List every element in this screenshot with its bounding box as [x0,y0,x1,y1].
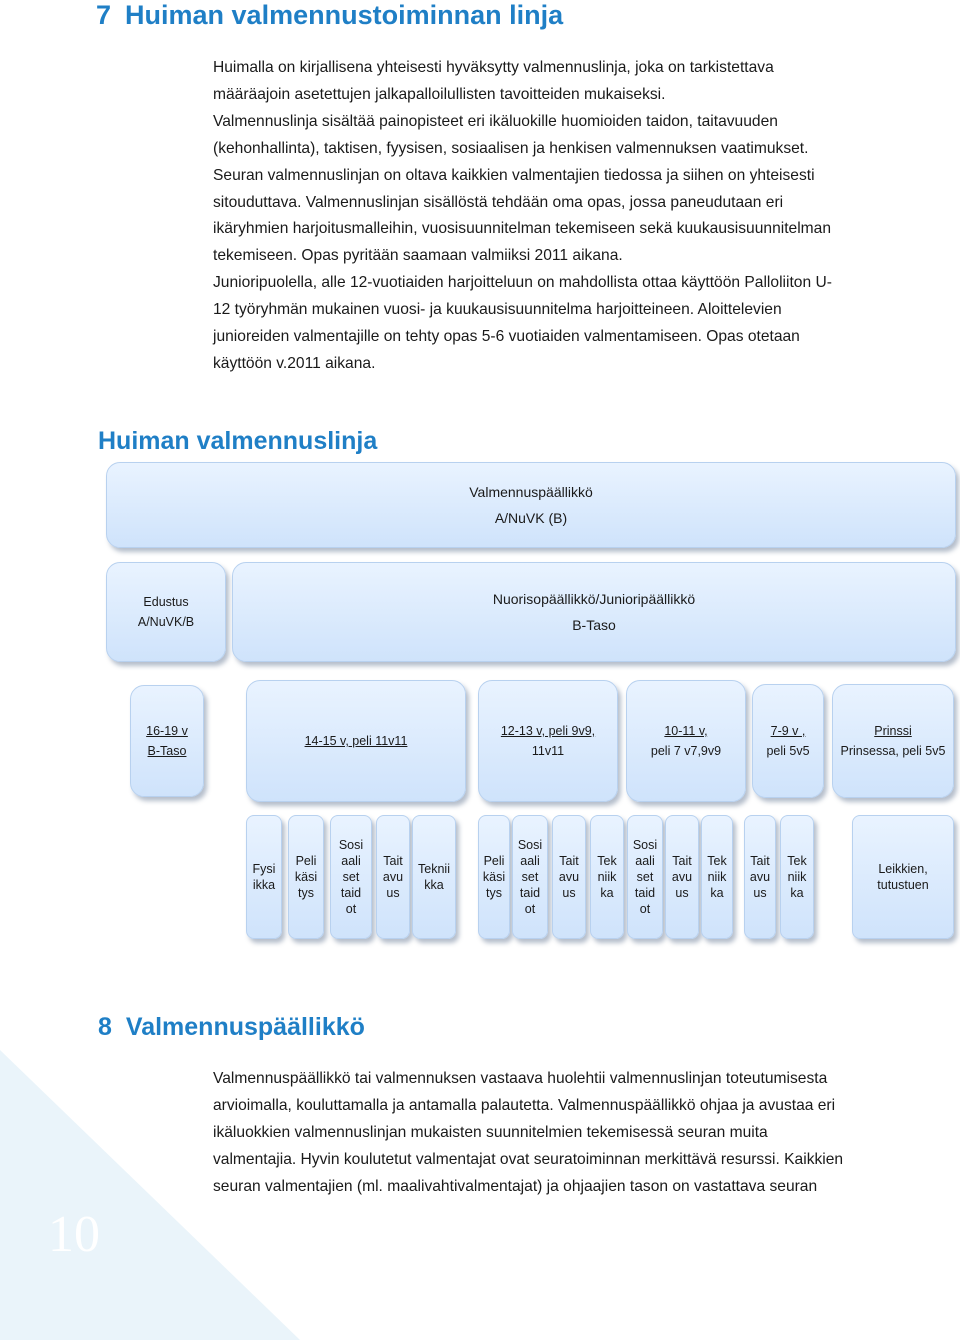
paragraph-line: valmentajia. Hyvin koulutetut valmentajat ovat seuratoiminnan merkittävä resurssi. Kaikkien [213,1150,844,1168]
box-training-area [744,815,776,939]
box-training-area [852,815,954,939]
box-text-line: niik [597,870,617,884]
box-text-line: niik [787,870,807,884]
box-text-line: Prinsessa, peli 5v5 [840,744,946,758]
box-text-line: taid [340,886,362,900]
box-text-line: Sosi [517,838,543,852]
box-text-line: Sosi [632,838,658,852]
box-text-line: aali [520,854,540,868]
box-text-line: A/NuVK/B [137,615,195,629]
box-text-line: Edustus [143,595,189,609]
box-age-group [752,684,824,798]
box-training-area [701,815,733,939]
section-7-heading [96,0,563,30]
box-age-group [832,684,954,798]
box-text-line: Fysi [252,862,276,876]
box-text-line: aali [635,854,655,868]
box-text-line: Tait [750,854,770,868]
paragraph-line: junioreiden valmentajille on tehty opas 5-6 vuotiaiden valmentamiseen. Opas otetaan [213,328,800,346]
paragraph-line: määräajoin asetettujen jalkapalloilullisten tavoitteiden mukaiseksi. [213,85,666,103]
paragraph-line: Junioripuolella, alle 12-vuotiaiden harjoitteluun on mahdollista ottaa käyttöön Palloliiton U- [213,274,832,292]
box-text-line: us [753,886,767,900]
box-text-line: aali [341,854,361,868]
box-text-line: Sosi [338,838,364,852]
box-training-area [330,815,372,939]
box-training-area [288,815,324,939]
section-8-title: Valmennuspäällikkö [125,1013,365,1041]
box-text-line: Tek [597,854,617,868]
box-training-area [780,815,814,939]
box-text-line: avu [558,870,580,884]
paragraph-line: ikäryhmien harjoitusmalleihin, vuosisuunnitelman tekemiseen sekä kuukausisuunnitelman [213,220,832,238]
box-text-line: B-Taso [147,744,187,758]
box-text-line: us [675,886,689,900]
box-text-line: 11v11 [531,744,565,758]
box-text-line: tys [298,886,314,900]
paragraph-line: sitouduttava. Valmennuslinjan sisällöstä tehdään oma opas, jossa paneudutaan eri [213,193,784,211]
paragraph-line: Huimalla on kirjallisena yhteisesti hyväksytty valmennuslinja, joka on tarkistettava [213,59,774,76]
box-training-area [665,815,699,939]
paragraph-line: arvioimalla, kouluttamalla ja antamalla palautetta. Valmennuspäällikkö ohjaa ja avustaa eri [213,1096,836,1114]
box-text-line: 16-19 v [146,724,188,738]
box-text-line: ka [600,886,614,900]
box-text-line: Tait [383,854,403,868]
section-7-number: 7 [96,0,112,30]
chart-title: Huiman valmennuslinja [98,427,378,455]
box-text-line: ka [710,886,724,900]
box-nuorisopaallikko [232,562,956,662]
box-text-line: taid [634,886,656,900]
box-text-line: Leikkien, [878,862,928,876]
box-text-line: Peli [295,854,317,868]
box-text-line: ot [639,902,651,916]
paragraph-line: ikäluokkien valmennuslinjan mukaisten suunnitelmien tekemisessä seuran muita [213,1123,768,1141]
box-text-line: ikka [252,878,276,892]
box-training-area [552,815,586,939]
box-text-line: set [521,870,539,884]
box-text-line: Teknii [418,862,450,876]
section-8-number: 8 [98,1013,112,1041]
box-training-area [412,815,456,939]
box-edustus [106,562,226,662]
page-number: 10 [48,1206,100,1263]
box-text-line: peli 5v5 [766,744,810,758]
box-training-area [627,815,663,939]
box-text-line: avu [382,870,404,884]
box-text-line: 14-15 v, peli 11v11 [304,734,408,748]
section-8-paragraph [213,1066,935,1201]
box-training-area [246,815,282,939]
box-text-line: A/NuVK (B) [494,510,568,526]
box-text-line: us [386,886,400,900]
box-text-line: avu [671,870,693,884]
box-text-line: tutustuen [877,878,929,892]
box-training-area [478,815,510,939]
paragraph-line: Valmennuspäällikkö tai valmennuksen vastaava huolehtii valmennuslinjan toteutumisesta [213,1070,828,1087]
paragraph-line: (kehonhallinta), taktisen, fyysisen, sosiaalisen ja henkisen valmennuksen vaatimukset. [213,139,809,157]
box-training-area [590,815,624,939]
box-text-line: Tek [707,854,727,868]
box-text-line: 7-9 v , [770,724,806,738]
box-age-group [478,680,618,802]
section-8-heading [98,1012,365,1042]
box-text-line: avu [749,870,771,884]
paragraph-line: Valmennuslinja sisältää painopisteet eri ikäluokille huomioiden taidon, taitavuuden [213,112,778,130]
paragraph-line: käyttöön v.2011 aikana. [213,354,376,372]
box-text-line: Tait [672,854,692,868]
box-text-line: us [562,886,576,900]
box-text-line: Tek [787,854,807,868]
box-text-line: B-Taso [572,617,616,633]
box-training-area [376,815,410,939]
box-text-line: set [636,870,654,884]
box-age-group [626,680,746,802]
paragraph-line: seuran valmentajien (ml. maalivahtivalmentajat) ja ohjaajien tason on vastattava seuran [213,1177,818,1195]
box-text-line: käsi [482,870,506,884]
box-valmennuspaallikko [106,462,956,548]
box-text-line: peli 7 v7,9v9 [650,744,722,758]
box-text-line: Tait [559,854,579,868]
box-text-line: ka [790,886,804,900]
box-text-line: ot [524,902,536,916]
box-text-line: käsi [294,870,318,884]
box-text-line: kka [424,878,444,892]
section-7-title: Huiman valmennustoiminnan linja [125,0,564,30]
box-text-line: taid [519,886,541,900]
box-text-line: Prinssi [874,724,912,738]
box-age-group [246,680,466,802]
box-text-line: 12-13 v, peli 9v9, [500,724,596,738]
box-text-line: ot [345,902,357,916]
paragraph-line: Seuran valmennuslinjan on oltava kaikkien valmentajien tiedossa ja siihen on yhteisesti [213,166,815,184]
section-7-paragraph [213,55,935,378]
box-text-line: niik [707,870,727,884]
box-text-line: Valmennuspäällikkö [469,484,593,500]
box-age-group [130,685,204,797]
box-text-line: Nuorisopäällikkö/Junioripäällikkö [492,591,696,607]
box-text-line: 10-11 v, [664,724,708,738]
box-text-line: set [342,870,360,884]
box-training-area [512,815,548,939]
box-text-line: Peli [483,854,505,868]
paragraph-line: tekemiseen. Opas pyritään saamaan valmiiksi 2011 aikana. [213,247,623,265]
box-text-line: tys [486,886,502,900]
paragraph-line: 12 työryhmän mukainen vuosi- ja kuukausisuunnitelma harjoitteineen. Aloittelevien [213,301,782,319]
